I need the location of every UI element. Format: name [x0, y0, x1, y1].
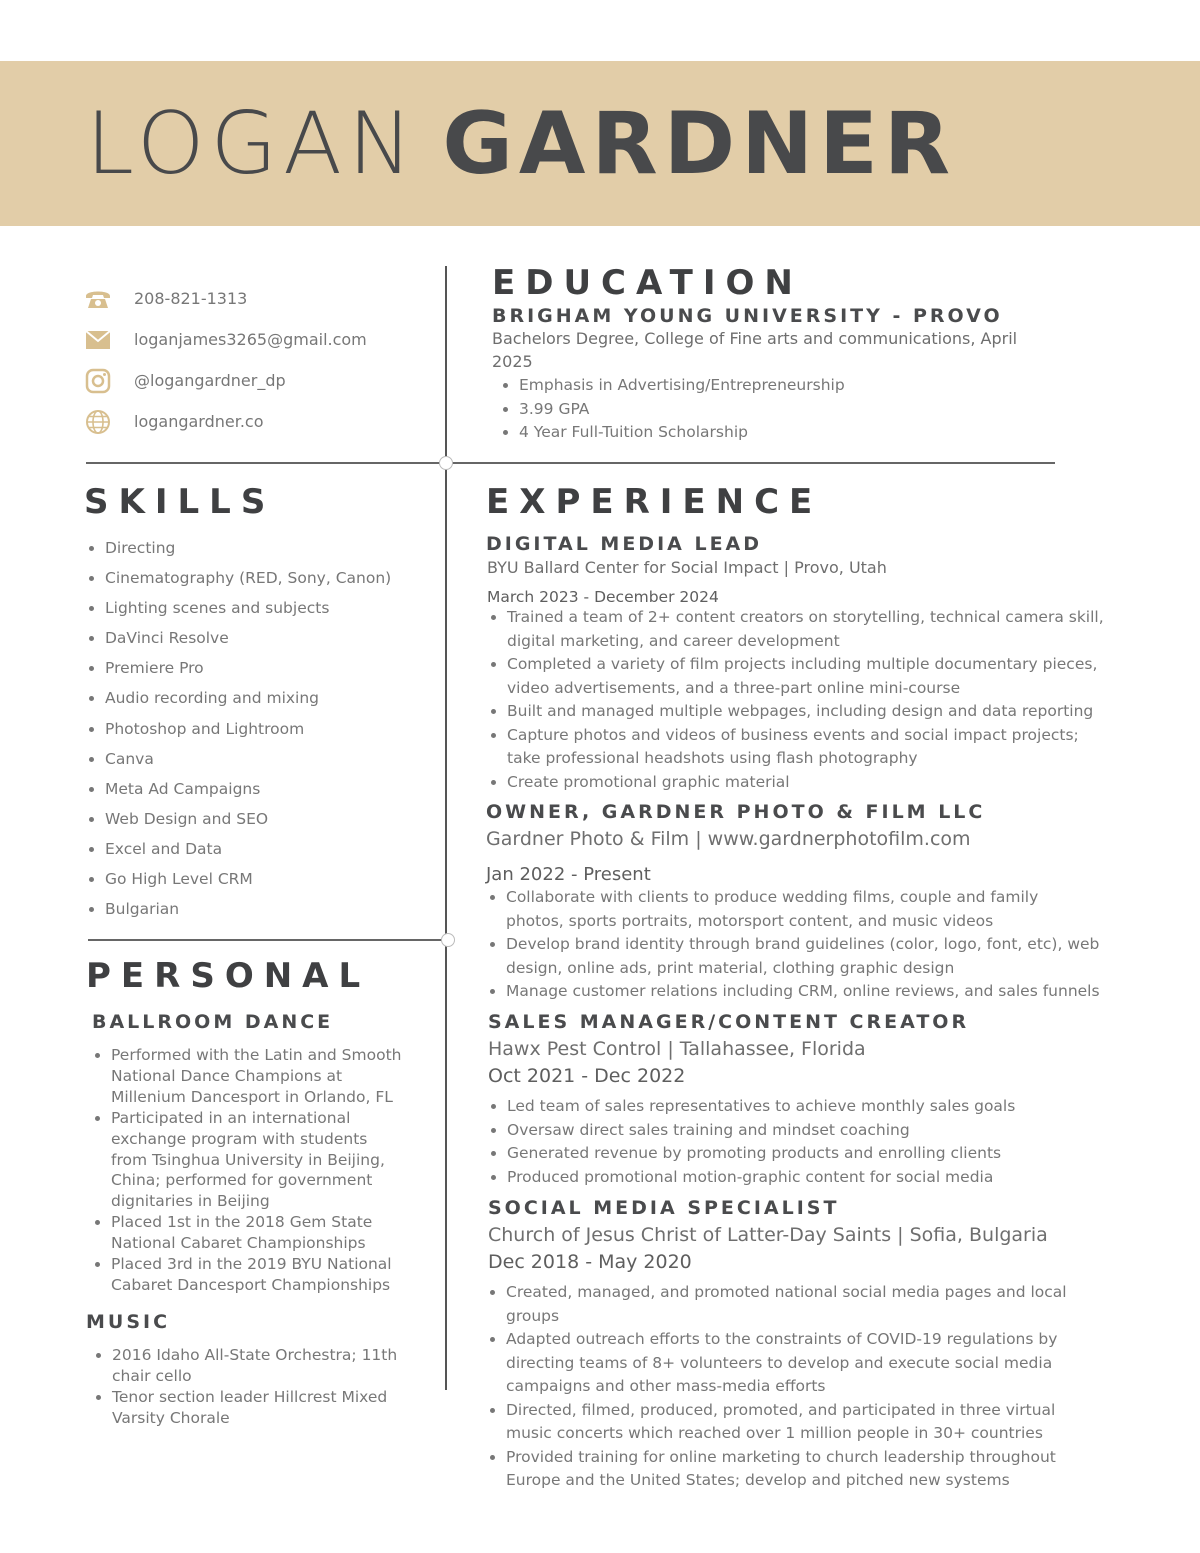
- job-bullet: • Directed, filmed, produced, promoted, and participated in three virtual music concerts which reached over 1 million people in 30+ countries: [506, 1399, 1067, 1446]
- ballroom-bullets: [91, 1045, 401, 1296]
- phone-number: 208-821-1313: [134, 289, 248, 308]
- music-bullet: • 2016 Idaho All-State Orchestra; 11th chair cello: [112, 1345, 397, 1387]
- job-org: BYU Ballard Center for Social Impact | Provo, Utah: [487, 558, 887, 577]
- job-bullet: • Led team of sales representatives to achieve monthly sales goals: [507, 1095, 1015, 1119]
- job-bullet: • Generated revenue by promoting products and enrolling clients: [507, 1142, 1015, 1166]
- skill-item: • Lighting scenes and subjects: [105, 593, 391, 623]
- divider-node: [439, 456, 453, 470]
- skill-item: • Web Design and SEO: [105, 804, 391, 834]
- job-org: Church of Jesus Christ of Latter-Day Saints | Sofia, Bulgaria: [488, 1224, 1048, 1246]
- first-name: LOGAN: [86, 94, 419, 194]
- contact-instagram: [84, 360, 424, 401]
- job-bullet: • Completed a variety of film projects including multiple documentary pieces, video advertisements, and a three-part online mini-course: [507, 653, 1104, 700]
- skill-item: • Excel and Data: [105, 834, 391, 864]
- music-heading: MUSIC: [86, 1311, 171, 1333]
- job-bullet: • Produced promotional motion-graphic content for social media: [507, 1166, 1015, 1190]
- last-name: GARDNER: [442, 94, 957, 194]
- job-bullet: • Adapted outreach efforts to the constraints of COVID-19 regulations by directing teams of 8+ volunteers to develop and execute social media campaigns and other mass-media efforts: [506, 1328, 1067, 1399]
- ballroom-bullet: • Participated in an international exchange program with students from Tsinghua University in Beijing, China; performed for government dignitaries in Beijing: [111, 1108, 401, 1213]
- job-bullets: [486, 1281, 1067, 1493]
- candidate-name: [86, 96, 956, 192]
- job-bullet: • Develop brand identity through brand guidelines (color, logo, font, etc), web design, online ads, print material, clothing graphic design: [506, 933, 1100, 980]
- music-bullets: [92, 1345, 397, 1429]
- job-title: SOCIAL MEDIA SPECIALIST: [488, 1197, 840, 1219]
- education-degree: Bachelors Degree, College of Fine arts and communications, April: [492, 329, 1018, 348]
- globe-icon: [84, 408, 112, 436]
- vertical-divider: [445, 266, 447, 1390]
- education-heading: EDUCATION: [492, 263, 803, 303]
- job-bullet: • Trained a team of 2+ content creators on storytelling, technical camera skill, digital marketing, and career development: [507, 606, 1104, 653]
- skill-item: • Directing: [105, 533, 391, 563]
- phone-icon: [84, 285, 112, 313]
- personal-heading: PERSONAL: [86, 956, 371, 996]
- contact-block: [84, 278, 424, 442]
- experience-heading: EXPERIENCE: [486, 482, 823, 522]
- horizontal-divider-left: [88, 939, 445, 941]
- job-org: Hawx Pest Control | Tallahassee, Florida: [488, 1038, 866, 1060]
- skills-heading: SKILLS: [84, 482, 276, 522]
- job-dates: Jan 2022 - Present: [486, 864, 651, 885]
- job-title: OWNER, GARDNER PHOTO & FILM LLC: [486, 801, 986, 823]
- skill-item: • Canva: [105, 744, 391, 774]
- job-title: SALES MANAGER/CONTENT CREATOR: [488, 1011, 970, 1033]
- job-bullets: [487, 1095, 1015, 1189]
- horizontal-divider-top: [86, 462, 1055, 464]
- job-bullet: • Capture photos and videos of business events and social impact projects; take professional headshots using flash photography: [507, 724, 1104, 771]
- mail-icon: [84, 326, 112, 354]
- job-dates: Dec 2018 - May 2020: [488, 1251, 692, 1273]
- email-address[interactable]: loganjames3265@gmail.com: [134, 330, 367, 349]
- job-org: Gardner Photo & Film | www.gardnerphotofilm.com: [486, 828, 971, 850]
- ballroom-bullet: • Placed 3rd in the 2019 BYU National Cabaret Dancesport Championships: [111, 1254, 401, 1296]
- skill-item: • Bulgarian: [105, 894, 391, 924]
- contact-phone: [84, 278, 424, 319]
- skill-item: • Premiere Pro: [105, 653, 391, 683]
- job-bullet: • Create promotional graphic material: [507, 771, 1104, 795]
- education-school: BRIGHAM YOUNG UNIVERSITY - PROVO: [492, 305, 1003, 327]
- contact-email: [84, 319, 424, 360]
- education-bullet: • 3.99 GPA: [519, 398, 845, 422]
- skill-item: • Audio recording and mixing: [105, 683, 391, 713]
- job-bullet: • Created, managed, and promoted national social media pages and local groups: [506, 1281, 1067, 1328]
- instagram-handle[interactable]: @logangardner_dp: [134, 371, 286, 390]
- skill-item: • Photoshop and Lightroom: [105, 714, 391, 744]
- skill-item: • Go High Level CRM: [105, 864, 391, 894]
- education-degree-year: 2025: [492, 352, 533, 371]
- skill-item: • Cinematography (RED, Sony, Canon): [105, 563, 391, 593]
- skill-item: • Meta Ad Campaigns: [105, 774, 391, 804]
- education-bullets: [499, 374, 845, 445]
- job-bullet: • Built and managed multiple webpages, including design and data reporting: [507, 700, 1104, 724]
- ballroom-bullet: • Performed with the Latin and Smooth National Dance Champions at Millenium Dancesport in Orlando, FL: [111, 1045, 401, 1108]
- contact-website: [84, 401, 424, 442]
- job-bullet: • Manage customer relations including CRM, online reviews, and sales funnels: [506, 980, 1100, 1004]
- website-url[interactable]: logangardner.co: [134, 412, 264, 431]
- ballroom-heading: BALLROOM DANCE: [92, 1011, 334, 1033]
- instagram-icon: [84, 367, 112, 395]
- job-bullet: • Collaborate with clients to produce wedding films, couple and family photos, sports portraits, motorsport content, and music videos: [506, 886, 1100, 933]
- music-bullet: • Tenor section leader Hillcrest Mixed Varsity Chorale: [112, 1387, 397, 1429]
- skills-list: [85, 533, 391, 924]
- education-bullet: • Emphasis in Advertising/Entrepreneurship: [519, 374, 845, 398]
- job-bullets: [487, 606, 1104, 794]
- job-dates: Oct 2021 - Dec 2022: [488, 1065, 686, 1087]
- job-bullet: • Oversaw direct sales training and mindset coaching: [507, 1119, 1015, 1143]
- job-bullets: [486, 886, 1100, 1004]
- job-dates: March 2023 - December 2024: [487, 588, 719, 606]
- divider-node: [441, 933, 455, 947]
- skill-item: • DaVinci Resolve: [105, 623, 391, 653]
- ballroom-bullet: • Placed 1st in the 2018 Gem State National Cabaret Championships: [111, 1212, 401, 1254]
- job-title: DIGITAL MEDIA LEAD: [486, 533, 763, 555]
- job-bullet: • Provided training for online marketing to church leadership throughout Europe and the United States; develop and pitched new systems: [506, 1446, 1067, 1493]
- education-bullet: • 4 Year Full-Tuition Scholarship: [519, 421, 845, 445]
